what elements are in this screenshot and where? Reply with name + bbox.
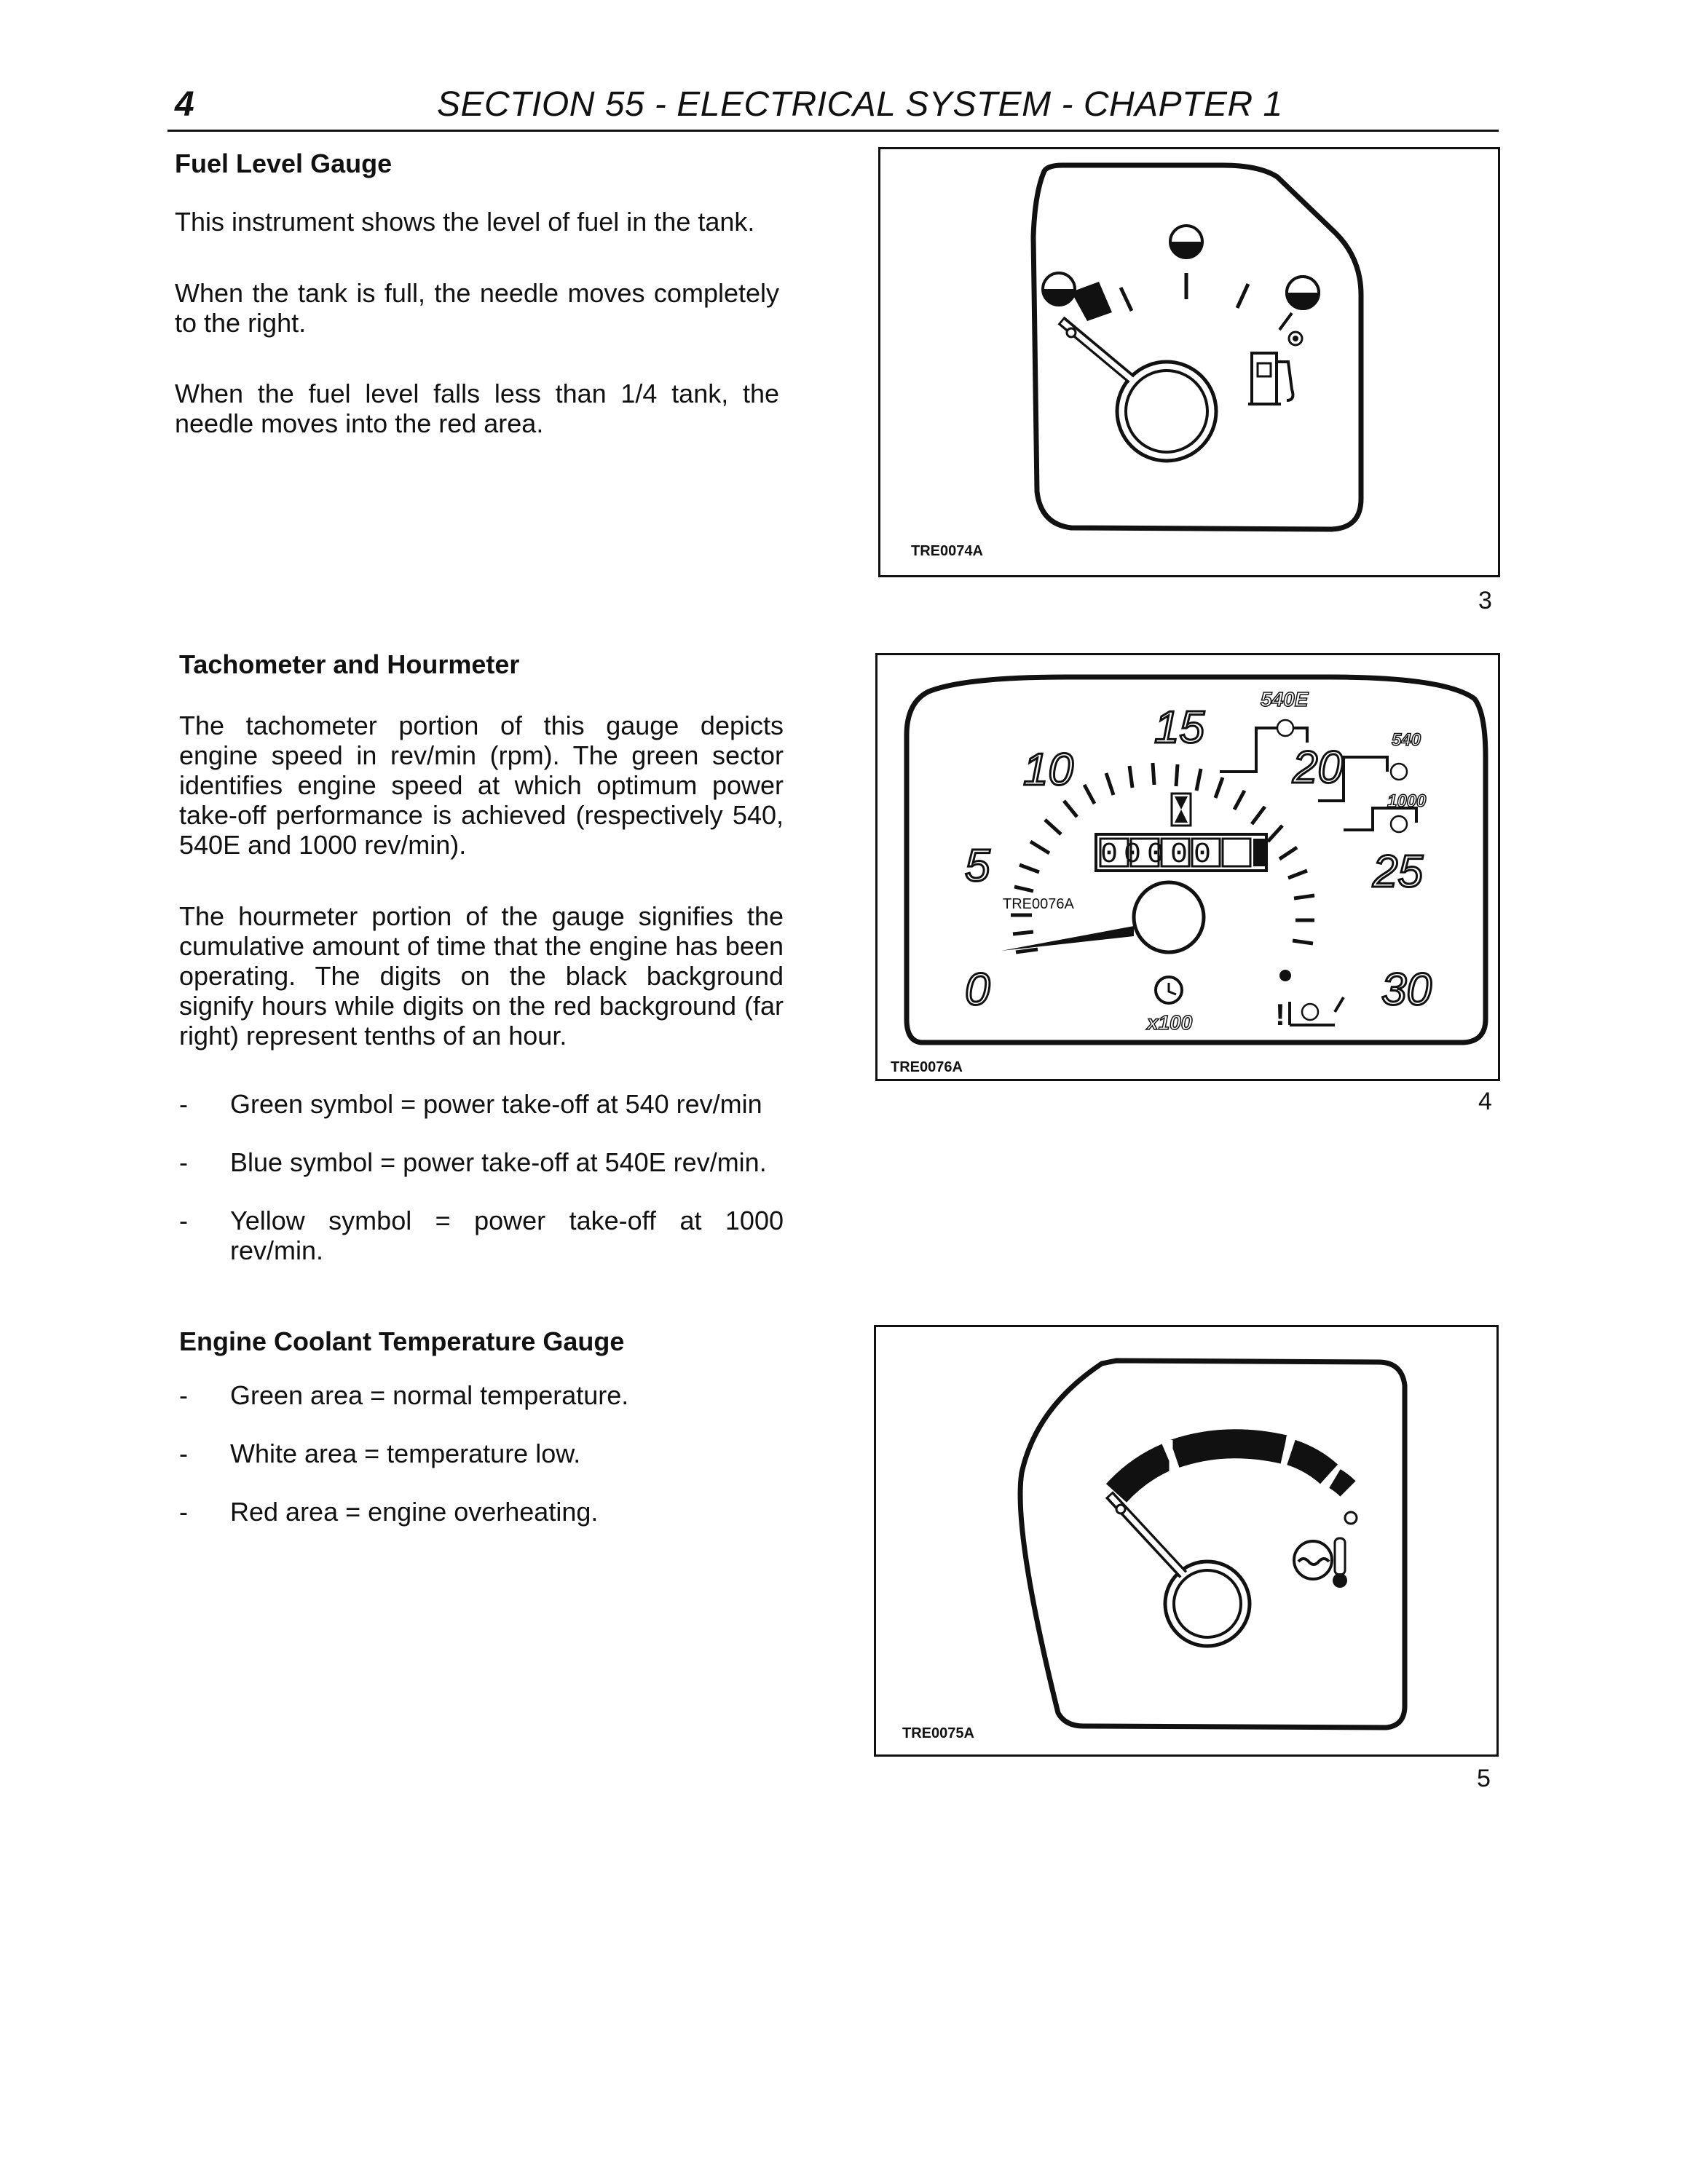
pto-gear-icon [1391,816,1407,832]
tacho-paragraph-1: The tachometer portion of this gauge depicts engine speed in rev/min (rpm). The green sector identifies engine speed at which optimum power take-off performance is achieved (respectively 540, 540E and 1000 rev/min). [179,711,784,860]
tacho-scale-0: 0 [965,965,990,1015]
bullet-dash: - [179,1089,188,1119]
fuel-gauge-illustration [880,149,1498,575]
pto-gear-icon [1277,720,1293,736]
pto-gear-icon [1391,764,1407,780]
tacho-multiplier: x100 [1147,1011,1193,1034]
tacho-scale-20: 20 [1293,743,1343,793]
fuel-paragraph-3: When the fuel level falls less than 1/4 tank, the needle moves into the red area. [175,379,779,438]
coolant-gauge-illustration [876,1327,1496,1754]
svg-text:!: ! [1275,997,1285,1032]
coolant-bullet-text: White area = temperature low. [230,1439,581,1468]
tacho-scale-15: 15 [1154,703,1204,753]
hour-counter-digits: 00000 [1100,839,1218,871]
pto-label-540: 540 [1392,730,1421,750]
tacho-inner-label: TRE0076A [1003,896,1074,912]
coolant-bullet-text: Red area = engine overheating. [230,1497,599,1527]
fuel-gauge-figure [878,147,1500,577]
bullet-dash: - [179,1206,188,1235]
tacho-bullet-2 [179,1147,784,1177]
coolant-figure-number: 5 [1477,1765,1491,1792]
page-header-title: SECTION 55 - ELECTRICAL SYSTEM - CHAPTER 1 [437,85,1283,124]
tacho-scale-30: 30 [1381,965,1432,1015]
bullet-dash: - [179,1380,188,1410]
tacho-paragraph-2: The hourmeter portion of the gauge signifies the cumulative amount of time that the engine has been operating. The digits on the black background signify hours while digits on the red background (far right) represent tenths of an hour. [179,901,784,1051]
pto-gear-icon [1302,1004,1318,1020]
coolant-heading: Engine Coolant Temperature Gauge [179,1326,625,1356]
bullet-dash: - [179,1439,188,1468]
header-rule [167,130,1499,132]
fuel-gauge-heading: Fuel Level Gauge [175,149,393,178]
tacho-bullet-1 [179,1089,784,1119]
fuel-paragraph-2: When the tank is full, the needle moves completely to the right. [175,278,779,338]
fuel-figure-caption: TRE0074A [911,543,983,559]
tacho-scale-25: 25 [1373,847,1423,897]
fuel-figure-number: 3 [1478,587,1492,614]
tacho-heading: Tachometer and Hourmeter [179,649,520,679]
indicator-dot-icon [1345,1512,1357,1524]
fuel-paragraph-1: This instrument shows the level of fuel in the tank. [175,207,755,237]
coolant-gauge-figure [874,1325,1499,1757]
coolant-bullet-3 [179,1497,784,1527]
tacho-figure-number: 4 [1478,1088,1492,1115]
bullet-dash: - [179,1497,188,1527]
pto-label-540e: 540E [1261,688,1309,711]
coolant-figure-caption: TRE0075A [902,1725,974,1741]
tacho-bullet-3 [179,1206,784,1265]
tacho-bullet-text: Yellow symbol = power take-off at 1000 rev/min. [230,1206,784,1265]
tacho-figure-caption: TRE0076A [891,1059,963,1075]
page-number: 4 [175,85,194,124]
pto-label-1000: 1000 [1387,791,1427,811]
coolant-bullet-2 [179,1439,784,1468]
indicator-dot-icon [1279,970,1291,981]
tacho-bullet-text: Blue symbol = power take-off at 540E rev/min. [230,1147,767,1177]
bullet-dash: - [179,1147,188,1177]
tacho-scale-5: 5 [965,841,990,891]
tacho-bullet-text: Green symbol = power take-off at 540 rev/min [230,1089,762,1119]
coolant-temperature-icon [1294,1538,1347,1588]
tachometer-figure [875,653,1500,1081]
coolant-bullet-text: Green area = normal temperature. [230,1380,629,1410]
tacho-scale-10: 10 [1023,745,1073,795]
tachometer-illustration [877,655,1498,1079]
coolant-bullet-1 [179,1380,784,1410]
